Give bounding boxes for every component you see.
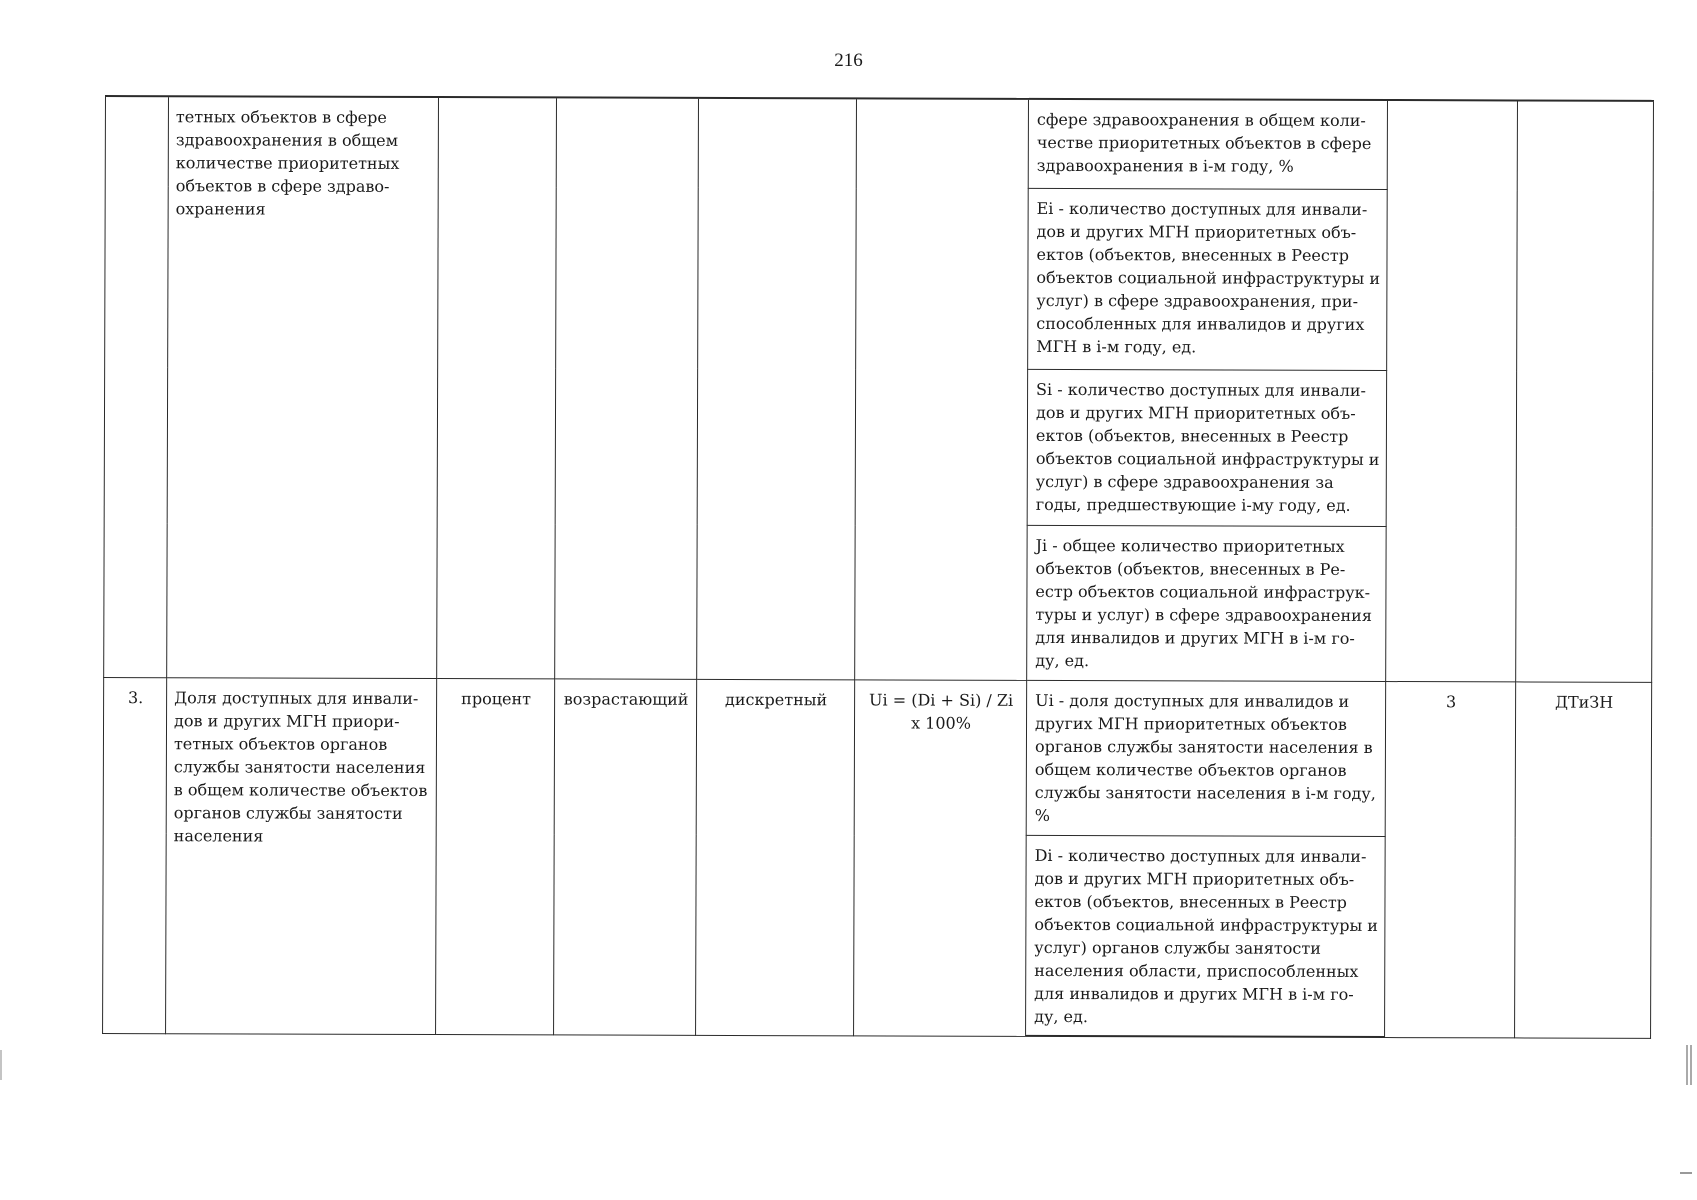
cell-indicator-name: Доля доступных для инвали- дов и других МГН приори- тетных объектов органов службы занятости населения в общем количестве объектов органов службы занятости населения	[166, 678, 437, 1034]
cell-trend	[555, 97, 699, 679]
table-row-continued	[105, 96, 1653, 190]
scan-edge-mark	[1686, 1045, 1688, 1085]
table-row	[103, 677, 1651, 837]
cell-type	[697, 98, 857, 680]
cell-variable-desc: Ji - общее количество приоритетных объектов (объектов, внесенных в Ре- естр объектов социальной инфраструк- туры и услуг) в сфере здравоохранения для инвалидов и других МГН в i-м го- ду, ед.	[1027, 525, 1386, 681]
cell-num	[104, 96, 169, 678]
cell-responsible: ДТиЗН	[1515, 682, 1652, 1038]
scan-edge-mark	[1680, 1172, 1692, 1174]
cell-source	[1386, 100, 1518, 682]
cell-formula	[855, 98, 1029, 680]
cell-variable-desc: сфере здравоохранения в общем коли- честве приоритетных объектов в сфере здравоохранения в i-м году, %	[1028, 99, 1387, 190]
scan-edge-mark	[1690, 1045, 1692, 1085]
cell-type: дискретный	[696, 679, 855, 1035]
cell-variable-desc: Ui - доля доступных для инвалидов и других МГН приоритетных объектов органов службы занятости населения в общем количестве объектов органов службы занятости населения в i-м году, %	[1026, 680, 1385, 836]
page-number: 216	[834, 50, 863, 71]
cell-unit	[437, 97, 557, 679]
cell-variable-desc: Si - количество доступных для инвали- дов и других МГН приоритетных объ- ектов (объектов, внесенных в Реестр объектов социальной инфраструктуры и услуг) в сфере здравоохранения за годы, предшествующие i-му году, ед.	[1027, 369, 1386, 526]
cell-trend: возрастающий	[554, 679, 697, 1035]
cell-variable-desc: Di - количество доступных для инвали- дов и других МГН приоритетных объ- ектов (объектов, внесенных в Реестр объектов социальной инфраструктуры и услуг) органов службы занятости населения области, приспособленных для инвалидов и других МГН в i-м го- ду, ед.	[1026, 835, 1386, 1037]
cell-source: 3	[1385, 682, 1516, 1038]
scan-edge-mark	[0, 1050, 2, 1080]
cell-unit: процент	[436, 679, 555, 1035]
cell-responsible	[1516, 100, 1654, 682]
cell-formula: Ui = (Di + Si) / Zi x 100%	[854, 680, 1027, 1036]
cell-num: 3.	[103, 677, 167, 1033]
cell-variable-desc: Ei - количество доступных для инвали- дов и других МГН приоритетных объ- ектов (объектов, внесенных в Реестр объектов социальной инфраструктуры и услуг) в сфере здравоохранения, при- способленных для инвалидов и других МГН в i-м году, ед.	[1028, 188, 1388, 370]
indicator-table	[102, 95, 1654, 1039]
cell-indicator-name: тетных объектов в сфере здравоохранения в общем количестве приоритетных объектов в сфере здраво- охранения	[167, 96, 439, 678]
